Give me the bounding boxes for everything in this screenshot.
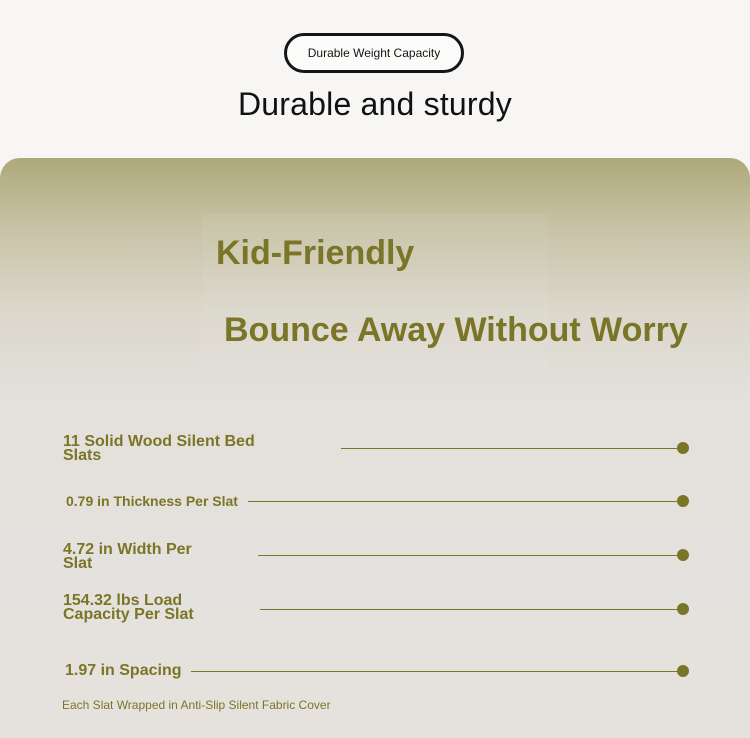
feature-line-thickness bbox=[248, 501, 683, 502]
feature-line-spacing bbox=[191, 671, 683, 672]
header-section bbox=[0, 0, 750, 158]
feature-dot-slats bbox=[677, 442, 689, 454]
hero-title-kid-friendly: Kid-Friendly bbox=[216, 234, 415, 272]
feature-line-slats bbox=[341, 448, 683, 449]
capacity-badge: Durable Weight Capacity bbox=[284, 33, 464, 73]
feature-dot-spacing bbox=[677, 665, 689, 677]
feature-dot-thickness bbox=[677, 495, 689, 507]
feature-line-load bbox=[260, 609, 683, 610]
feature-label-load: 154.32 lbs Load Capacity Per Slat bbox=[63, 592, 194, 623]
feature-dot-load bbox=[677, 603, 689, 615]
fabric-cover-note: Each Slat Wrapped in Anti-Slip Silent Fabric Cover bbox=[62, 698, 331, 712]
feature-label-slats: 11 Solid Wood Silent Bed Slats bbox=[63, 433, 255, 464]
feature-label-spacing: 1.97 in Spacing bbox=[65, 662, 182, 679]
feature-label-width: 4.72 in Width Per Slat bbox=[63, 541, 192, 572]
feature-label-thickness: 0.79 in Thickness Per Slat bbox=[66, 493, 238, 509]
feature-dot-width bbox=[677, 549, 689, 561]
hero-title-bounce: Bounce Away Without Worry bbox=[224, 311, 688, 349]
feature-line-width bbox=[258, 555, 683, 556]
page-headline: Durable and sturdy bbox=[238, 86, 512, 122]
